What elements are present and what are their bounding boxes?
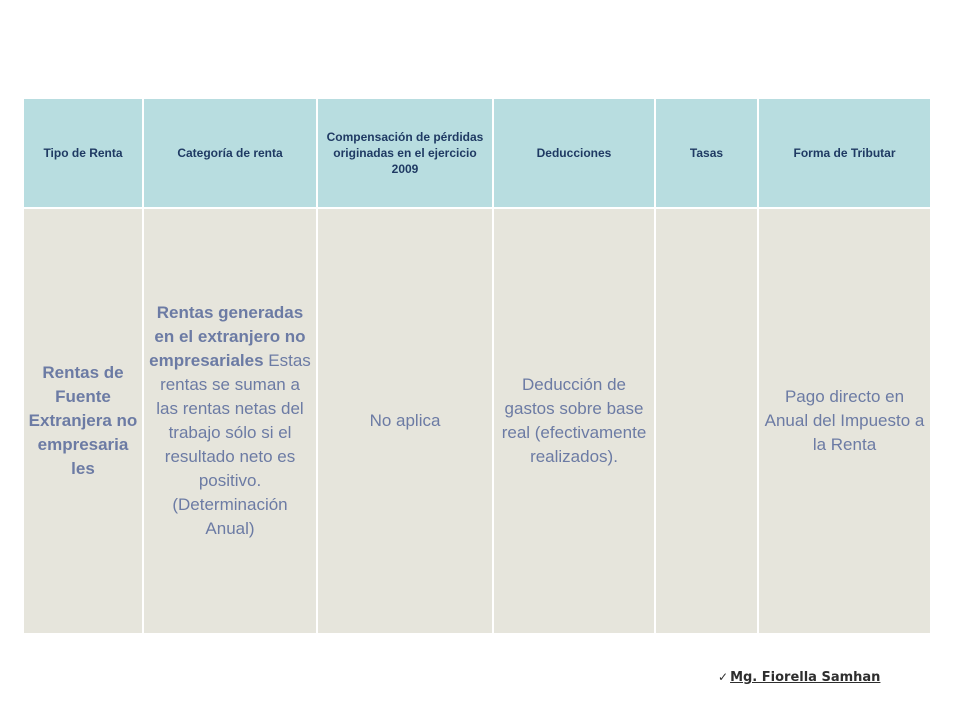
categoria-body: Estas rentas se suman a las rentas netas del trabajo sólo si el resultado neto es positivo. (Determinación Anual) <box>156 351 311 538</box>
table-row <box>23 208 931 634</box>
categoria-title: Rentas generadas en el extranjero no empresariales <box>149 303 306 370</box>
header-row <box>23 98 931 208</box>
header-tipo-de-renta: Tipo de Renta <box>23 98 143 208</box>
header-forma-de-tributar: Forma de Tributar <box>758 98 931 208</box>
cell-tasas <box>655 208 758 634</box>
header-deducciones: Deducciones <box>493 98 655 208</box>
author-name: Mg. Fiorella Samhan <box>730 670 881 685</box>
header-tasas: Tasas <box>655 98 758 208</box>
author-credit <box>718 670 880 685</box>
tax-table <box>22 97 932 635</box>
cell-categoria <box>143 208 317 634</box>
cell-deducciones: Deducción de gastos sobre base real (efectivamente realizados). <box>493 208 655 634</box>
header-categoria: Categoría de renta <box>143 98 317 208</box>
header-compensacion: Compensación de pérdidas originadas en el ejercicio 2009 <box>317 98 493 208</box>
cell-compensacion: No aplica <box>317 208 493 634</box>
checkmark-icon: ✓ <box>718 670 729 684</box>
cell-tipo: Rentas de Fuente Extranjera no empresaria les <box>23 208 143 634</box>
cell-forma: Pago directo en Anual del Impuesto a la Renta <box>758 208 931 634</box>
